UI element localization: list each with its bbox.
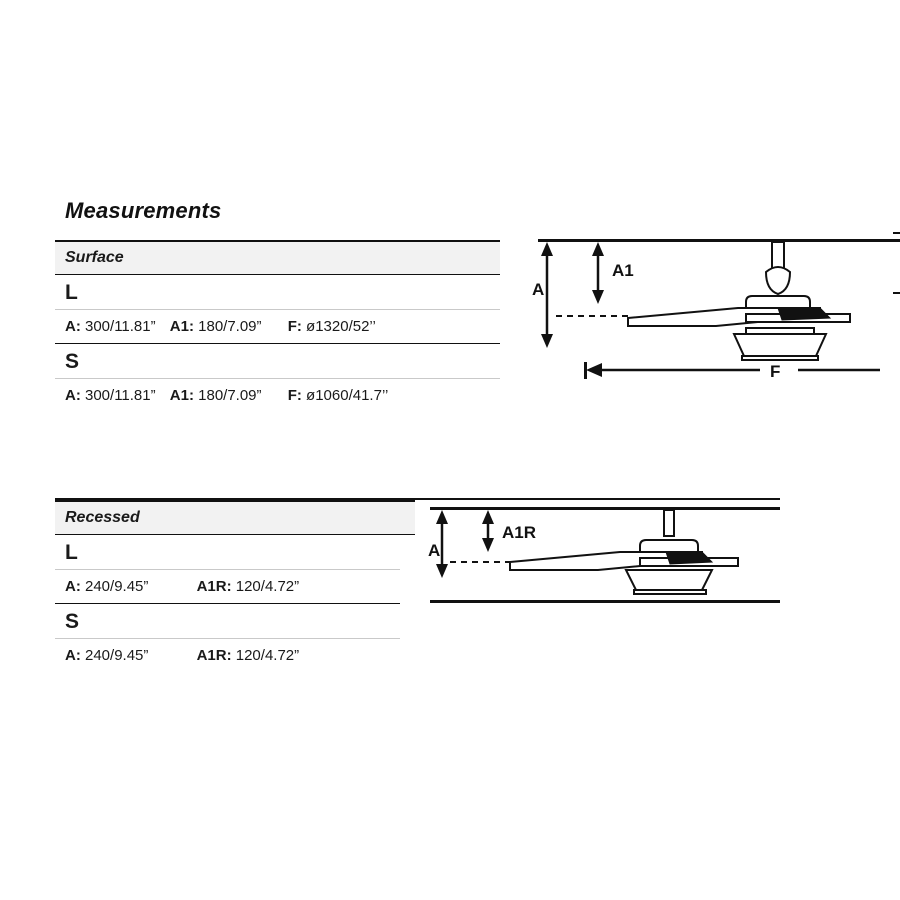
recessed-s-a-value: 240/9.45” — [85, 647, 149, 664]
surface-row-label-l: L — [55, 275, 500, 310]
surface-l-a-value: 300/11.81” — [85, 318, 156, 335]
recessed-table-header: Recessed — [55, 500, 415, 535]
surface-s-a1-value: 180/7.09” — [198, 387, 262, 404]
recessed-row-label-s: S — [55, 604, 400, 639]
recessed-l-a-key: A: — [65, 578, 81, 595]
surface-measurements-table — [55, 240, 500, 412]
recessed-dimension-arrow-a1r — [482, 510, 494, 552]
surface-l-f-value: ø1320/52’’ — [306, 318, 376, 335]
recessed-downrod — [664, 510, 674, 536]
recessed-bottom-rule — [430, 600, 780, 603]
surface-row-label-s: S — [55, 344, 500, 379]
recessed-light-kit — [626, 570, 712, 590]
light-kit — [734, 334, 826, 356]
dimension-label-f: F — [770, 362, 781, 381]
page-title: Measurements — [65, 198, 222, 223]
recessed-dimension-label-a1r: A1R — [502, 523, 537, 542]
recessed-blade-shadow — [666, 552, 712, 564]
surface-fan-diagram — [520, 230, 900, 395]
recessed-l-a1r-key: A1R: — [196, 578, 232, 595]
surface-s-f-key: F: — [287, 387, 302, 404]
surface-l-a1-value: 180/7.09” — [198, 318, 262, 335]
recessed-fan-diagram — [420, 500, 790, 615]
surface-s-a-value: 300/11.81” — [85, 387, 156, 404]
surface-l-a1-key: A1: — [169, 318, 194, 335]
recessed-measurements-table — [55, 500, 415, 672]
surface-s-a1-key: A1: — [169, 387, 194, 404]
light-kit-base — [742, 356, 818, 360]
blade-shadow — [778, 308, 830, 320]
surface-row-values-l — [55, 310, 500, 344]
recessed-s-a1r-key: A1R: — [196, 647, 232, 664]
surface-l-f-key: F: — [287, 318, 302, 335]
recessed-ceiling-line — [430, 507, 780, 510]
dimension-label-a: A — [532, 280, 545, 299]
surface-table-header: Surface — [55, 240, 500, 275]
surface-s-f-value: ø1060/41.7’’ — [306, 387, 389, 404]
surface-s-a-key: A: — [65, 387, 81, 404]
recessed-l-a-value: 240/9.45” — [85, 578, 149, 595]
recessed-light-kit-base — [634, 590, 706, 594]
recessed-s-a1r-value: 120/4.72” — [235, 647, 300, 664]
recessed-row-label-l: L — [55, 535, 400, 570]
surface-row-values-s — [55, 379, 475, 412]
recessed-dimension-label-a: A — [428, 541, 441, 560]
dimension-arrow-f — [584, 362, 880, 379]
ceiling-line — [538, 239, 900, 242]
canopy — [766, 267, 790, 294]
page-edge-mark-bottom — [893, 292, 900, 294]
recessed-row-values-s — [55, 639, 385, 672]
recessed-s-a-key: A: — [65, 647, 81, 664]
recessed-row-values-l — [55, 570, 400, 604]
page-edge-mark-top — [893, 232, 900, 234]
dimension-arrow-a1 — [592, 242, 604, 304]
recessed-l-a1r-value: 120/4.72” — [235, 578, 300, 595]
dimension-label-a1: A1 — [612, 261, 634, 280]
surface-l-a-key: A: — [65, 318, 81, 335]
